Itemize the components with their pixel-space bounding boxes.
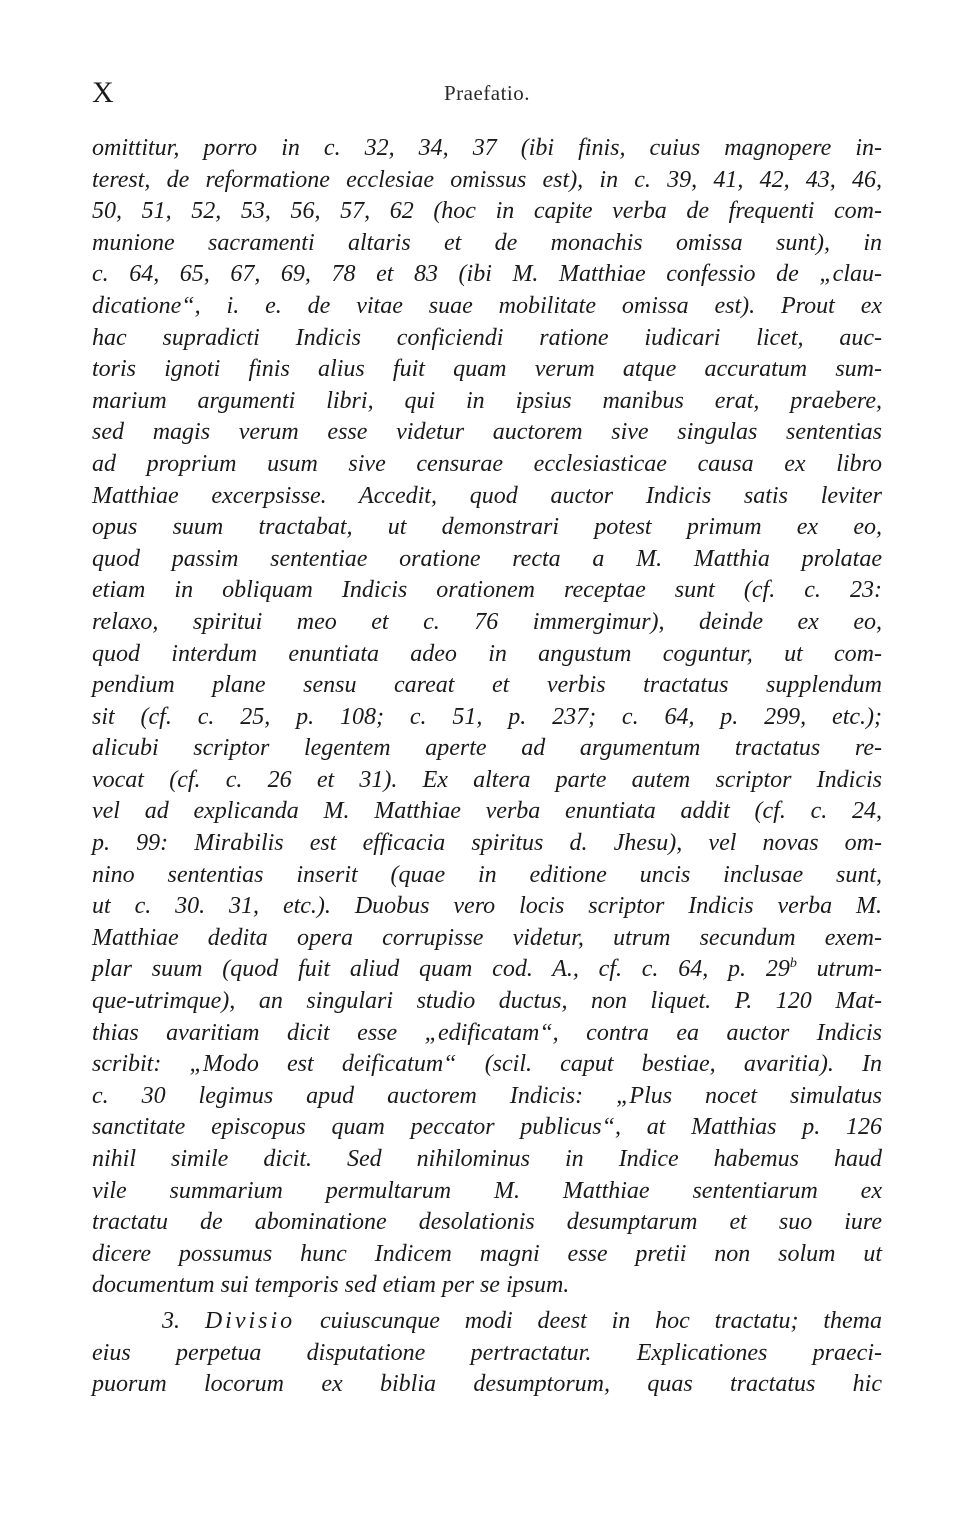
text-line: vile summarium permultarum M. Matthiae sententiarum ex — [92, 1177, 882, 1204]
text-line: que-utrimque), an singulari studio ductus, non liquet. P. 120 Mat- — [92, 988, 882, 1015]
text-line: marium argumenti libri, qui in ipsius manibus erat, praebere, — [92, 387, 882, 414]
text-line: terest, de reformatione ecclesiae omissus est), in c. 39, 41, 42, 43, 46, — [92, 166, 882, 193]
text-line: documentum sui temporis sed etiam per se ipsum. — [92, 1272, 570, 1299]
section-3-first-line — [92, 1306, 882, 1338]
text-segment: plar suum (quod fuit aliud quam cod. A., cf. c. 64, p. 29 — [92, 956, 790, 983]
text-line: vel ad explicanda M. Matthiae verba enuntiata addit (cf. c. 24, — [92, 798, 882, 825]
text-line: dicere possumus hunc Indicem magni esse pretii non solum ut — [92, 1240, 882, 1267]
running-head — [92, 78, 882, 108]
text-segment: utrum- — [796, 956, 882, 983]
text-line: 50, 51, 52, 53, 56, 57, 62 (hoc in capite verba de frequenti com- — [92, 198, 882, 225]
text-line: nino sententias inserit (quae in editione uncis inclusae sunt, — [92, 861, 882, 888]
page-number: X — [92, 76, 115, 109]
text-line: thias avaritiam dicit esse „edificatam“, contra ea auctor Indicis — [92, 1019, 882, 1046]
text-line: Matthiae excerpsisse. Accedit, quod auctor Indicis satis leviter — [92, 482, 882, 509]
text-segment: cuiuscunque modi deest in hoc tractatu; thema — [319, 1307, 883, 1334]
text-line: p. 99: Mirabilis est efficacia spiritus d. Jhesu), vel novas om- — [92, 830, 882, 857]
text-line: vocat (cf. c. 26 et 31). Ex altera parte autem scriptor Indicis — [92, 766, 882, 793]
text-line: etiam in obliquam Indicis orationem receptae sunt (cf. c. 23: — [92, 577, 882, 604]
text-line: relaxo, spiritui meo et c. 76 immergimur), deinde ex eo, — [92, 608, 882, 635]
text-line: pendium plane sensu careat et verbis tractatus supplendum — [92, 672, 882, 699]
text-line: scribit: „Modo est deificatum“ (scil. caput bestiae, avaritia). In — [92, 1051, 882, 1078]
text-line: sanctitate episcopus quam peccator publicus“, at Matthias p. 126 — [92, 1114, 882, 1141]
section-number: 3. — [162, 1307, 180, 1334]
text-line: sit (cf. c. 25, p. 108; c. 51, p. 237; c. 64, p. 299, etc.); — [92, 703, 882, 730]
text-line: hac supradicti Indicis conficiendi ratione iudicari licet, auc- — [92, 324, 882, 351]
text-line: dicatione“, i. e. de vitae suae mobilitate omissa est). Prout ex — [92, 292, 882, 319]
text-line: nihil simile dicit. Sed nihilominus in Indice habemus haud — [92, 1146, 882, 1172]
text-line: opus suum tractabat, ut demonstrari potest primum ex eo, — [92, 514, 882, 541]
text-line: alicubi scriptor legentem aperte ad argumentum tractatus re- — [92, 735, 882, 762]
text-line: omittitur, porro in c. 32, 34, 37 (ibi finis, cuius magnopere in- — [92, 135, 882, 161]
body-text — [92, 133, 882, 1401]
text-line: ut c. 30. 31, etc.). Duobus vero locis scriptor Indicis verba M. — [92, 893, 882, 920]
text-line: puorum locorum ex biblia desumptorum, quas tractatus hic — [92, 1371, 882, 1398]
text-line-with-superscript — [92, 954, 882, 986]
running-title: Praefatio. — [443, 81, 531, 105]
superscript: b — [789, 956, 797, 972]
text-line: sed magis verum esse videtur auctorem sive singulas sententias — [92, 419, 882, 446]
text-line: munione sacramenti altaris et de monachis omissa sunt), in — [92, 229, 882, 256]
text-line: eius perpetua disputatione pertractatur. Explicationes praeci- — [92, 1339, 882, 1366]
text-line: toris ignoti finis alius fuit quam verum atque accuratum sum- — [92, 356, 882, 383]
text-line: quod passim sententiae oratione recta a M. Matthia prolatae — [92, 545, 882, 572]
section-heading: Divisio — [204, 1307, 296, 1334]
text-line: ad proprium usum sive censurae ecclesiasticae causa ex libro — [92, 450, 882, 477]
text-line: c. 30 legimus apud auctorem Indicis: „Plus nocet simulatus — [92, 1082, 882, 1109]
text-line: c. 64, 65, 67, 69, 78 et 83 (ibi M. Matthiae confessio de „clau- — [92, 261, 882, 288]
text-line: Matthiae dedita opera corrupisse videtur, utrum secundum exem- — [92, 924, 882, 951]
text-line: tractatu de abominatione desolationis desumptarum et suo iure — [92, 1209, 882, 1236]
text-line: quod interdum enuntiata adeo in angustum coguntur, ut com- — [92, 640, 882, 667]
